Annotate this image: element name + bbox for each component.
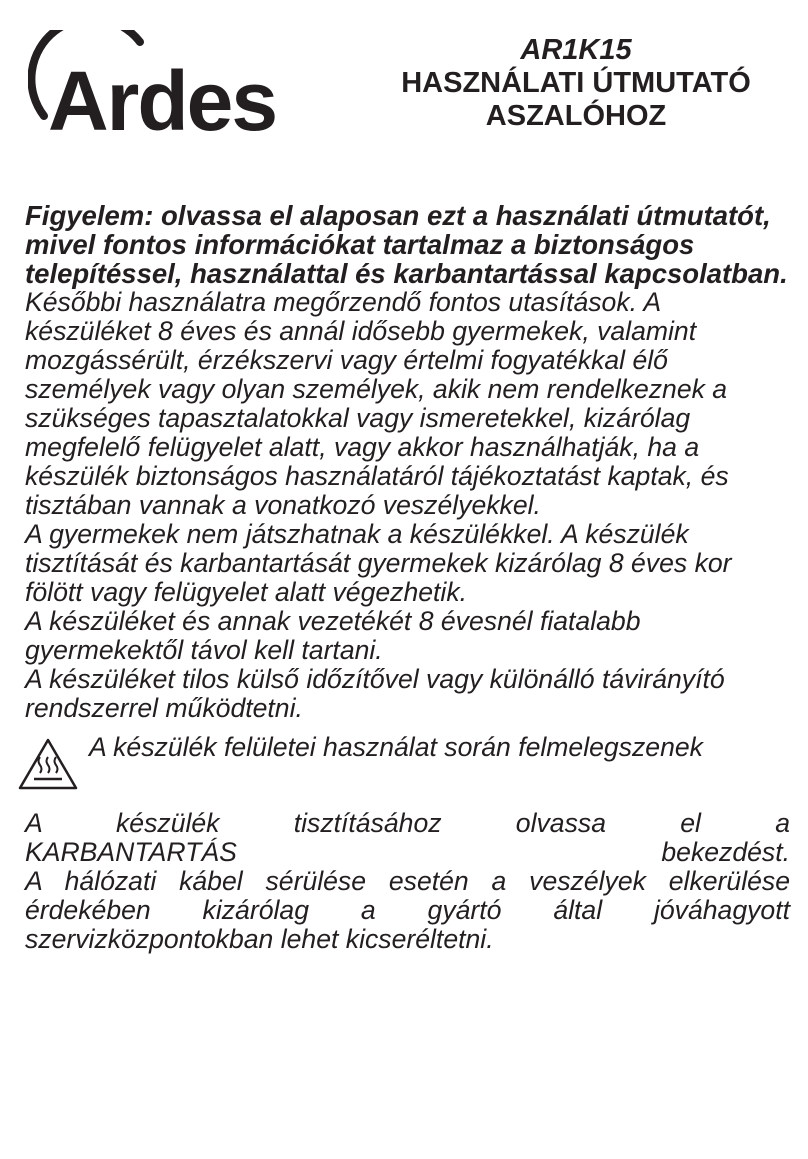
cable-replacement-note: A hálózati kábel sérülése esetén a veszélyek elkerülése érdekében kizárólag a gyártó által jóváhagyott szervizközpontokban lehet kicseréltetni. [25, 866, 790, 954]
safety-paragraph-4: A készüléket tilos külső időzítővel vagy különálló távirányító rendszerrel működtetni. [25, 664, 725, 723]
document-title-line2: ASZALÓHOZ [485, 100, 667, 132]
maintenance-note-line1: A készülék tisztításához olvassa el a [25, 808, 790, 838]
maintenance-note-end: bekezdést. [661, 837, 790, 867]
safety-paragraph-2: A gyermekek nem játszhatnak a készülékkel. A készülék tisztítását és karbantartását gyermekek kizárólag 8 éves kor fölött vagy felügyelet alatt végezhetik. [25, 519, 732, 607]
document-header [360, 34, 792, 133]
document-body [25, 201, 790, 954]
maintenance-section-name: KARBANTARTÁS [25, 837, 237, 867]
safety-paragraph-1: Későbbi használatra megőrzendő fontos utasítások. A készüléket 8 éves és annál idősebb gyermekek, valamint mozgássérült, érzékszervi vagy értelmi fogyatékkal élő személyek vagy olyan személyek, akik nem rendelkeznek a szükséges tapasztalatokkal vagy ismeretekkel, kizárólag megfelelő felügyelet alatt, vagy akkor használhatják, ha a készülék biztonságos használatáról tájékoztatást kaptak, és tisztában vannak a vonatkozó veszélyekkel. [25, 287, 729, 520]
safety-paragraph-3: A készüléket és annak vezetékét 8 évesnél fiatalabb gyermekektől távol kell tartani. [25, 606, 641, 665]
hot-surface-warning-icon [17, 737, 79, 791]
attention-notice: Figyelem: olvassa el alaposan ezt a használati útmutatót, mivel fontos információkat tartalmaz a biztonságos telepítéssel, használattal és karbantartással kapcsolatban. [25, 200, 788, 289]
document-title-line1: HASZNÁLATI ÚTMUTATÓ [401, 67, 751, 99]
ardes-logo-graphic [28, 30, 298, 140]
maintenance-note-line2 [25, 838, 790, 867]
ardes-logo [28, 30, 298, 140]
hot-surface-text: A készülék felületei használat során felmelegszenek [89, 732, 703, 762]
logo-text: Ardes [48, 54, 277, 140]
model-number: AR1K15 [520, 34, 632, 66]
hot-surface-notice [25, 733, 790, 797]
